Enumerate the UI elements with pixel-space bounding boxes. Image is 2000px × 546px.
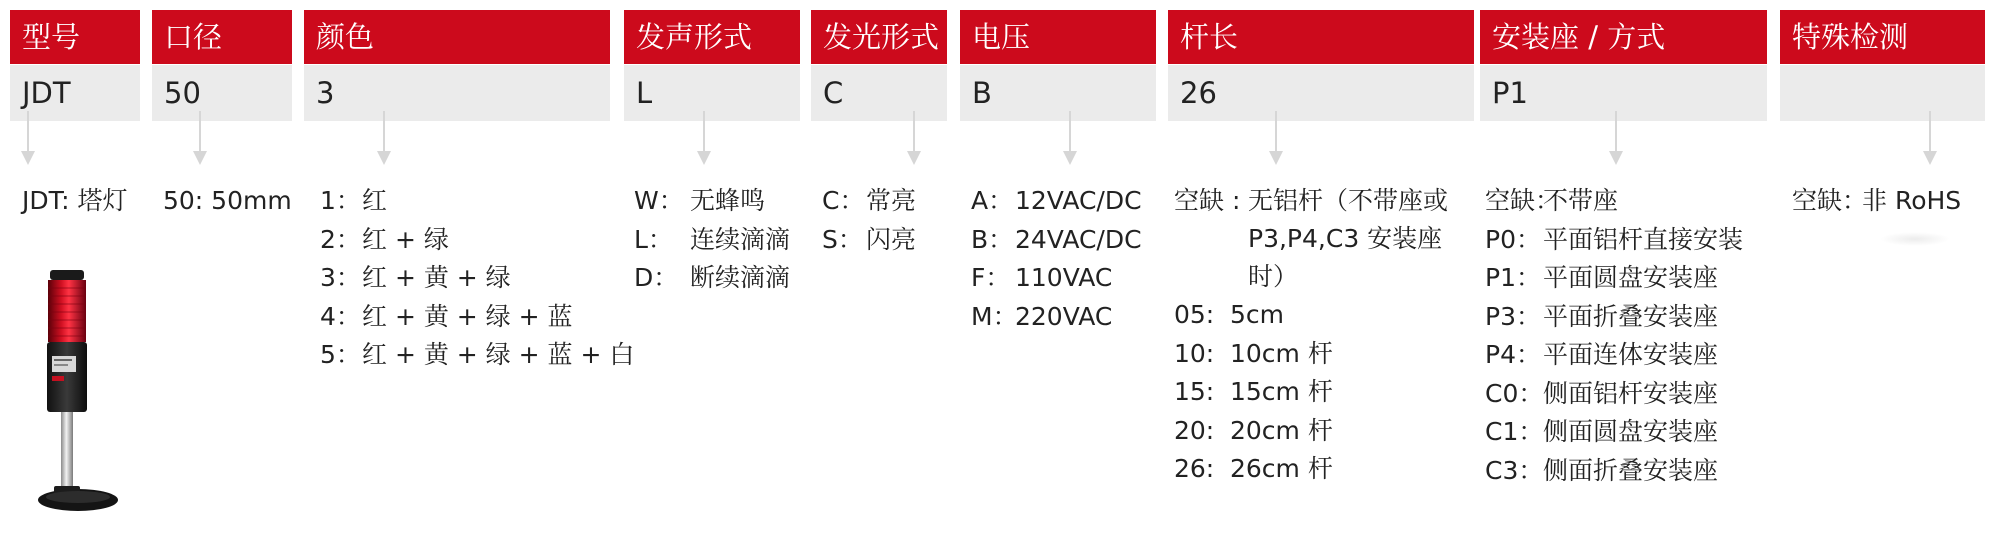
option-code: 空缺：	[1792, 186, 1868, 215]
option-code: C3：	[1485, 455, 1544, 485]
option-desc: 无蜂鸣	[690, 186, 766, 215]
option-desc: 常亮	[866, 186, 917, 215]
options-voltage	[971, 182, 1142, 336]
option-desc: 24VAC/DC	[1015, 224, 1142, 254]
option-code: 4：	[320, 301, 361, 331]
column-voltage	[960, 10, 1156, 121]
option-item	[971, 182, 1142, 221]
option-item	[1174, 296, 1448, 335]
option-item	[320, 221, 634, 260]
header-voltage: 电压	[960, 10, 1156, 64]
option-desc: 平面铝杆直接安装	[1543, 224, 1744, 254]
option-item	[22, 182, 128, 221]
column-model	[10, 10, 140, 121]
option-item	[634, 182, 790, 221]
option-item	[1174, 412, 1448, 451]
option-code: M：	[971, 301, 1018, 331]
option-item	[634, 259, 790, 298]
option-code: 5：	[320, 340, 361, 369]
value-sound: L	[624, 65, 800, 121]
option-item	[1485, 336, 1743, 375]
option-desc: 侧面折叠安装座	[1543, 455, 1719, 485]
option-item	[320, 298, 634, 337]
option-code: P4：	[1485, 340, 1541, 369]
option-item	[1485, 452, 1743, 491]
option-desc: 26cm 杆	[1230, 454, 1333, 483]
option-desc: 红 + 黄 + 绿	[362, 263, 511, 292]
option-desc: 15cm 杆	[1230, 377, 1333, 406]
option-desc: 无铝杆（不带座或 P3,P4,C3 安装座 时）	[1248, 186, 1449, 291]
value-voltage: B	[960, 65, 1156, 121]
option-item	[822, 182, 916, 221]
option-desc: 塔灯	[69, 186, 128, 215]
option-code: 空缺 :	[1174, 186, 1249, 215]
header-mount: 安装座 / 方式	[1480, 10, 1767, 64]
options-diameter	[163, 182, 292, 221]
option-code: JDT:	[22, 186, 70, 215]
option-code: 空缺：	[1485, 186, 1561, 215]
option-code: L：	[634, 224, 673, 254]
watermark-smudge	[1880, 232, 1950, 246]
option-desc: 平面圆盘安装座	[1543, 263, 1719, 292]
value-pole-length: 26	[1168, 65, 1474, 121]
column-light	[811, 10, 947, 121]
option-item	[163, 182, 292, 221]
option-item	[971, 221, 1142, 260]
column-color	[304, 10, 610, 121]
option-desc: 非 RoHS	[1862, 186, 1962, 215]
option-desc: 红 + 黄 + 绿 + 蓝 + 白	[362, 340, 635, 369]
option-code: 15:	[1174, 377, 1215, 406]
option-code: B：	[971, 224, 1014, 254]
option-code: 26:	[1174, 454, 1215, 483]
option-code: 1：	[320, 186, 361, 215]
option-item	[1485, 259, 1743, 298]
option-desc: 侧面铝杆安装座	[1543, 378, 1719, 408]
option-desc: 10cm 杆	[1230, 338, 1333, 368]
option-code: 10:	[1174, 338, 1215, 368]
down-arrow-icon	[694, 111, 714, 171]
option-item	[1174, 373, 1448, 412]
options-color	[320, 182, 634, 375]
column-pole-length	[1168, 10, 1474, 121]
option-item	[1792, 182, 1961, 221]
value-color: 3	[304, 65, 610, 121]
down-arrow-icon	[190, 111, 210, 171]
value-special-test	[1780, 65, 1985, 121]
option-code: S：	[822, 224, 863, 254]
header-color: 颜色	[304, 10, 610, 64]
column-mount	[1480, 10, 1767, 121]
option-desc: 不带座	[1543, 186, 1619, 215]
down-arrow-icon	[18, 111, 38, 171]
value-diameter: 50	[152, 65, 292, 121]
option-code: D：	[634, 263, 679, 292]
option-code: P3：	[1485, 301, 1541, 331]
option-code: F：	[971, 263, 1011, 292]
down-arrow-icon	[374, 111, 394, 171]
option-desc: 220VAC	[1015, 301, 1113, 331]
option-code: A：	[971, 186, 1014, 215]
column-special-test	[1780, 10, 1985, 121]
option-desc: 红 + 绿	[362, 224, 449, 254]
option-item	[1485, 298, 1743, 337]
option-code: P1：	[1485, 263, 1541, 292]
option-desc: 侧面圆盘安装座	[1543, 417, 1719, 446]
header-special-test: 特殊检测	[1780, 10, 1985, 64]
option-desc: 红 + 黄 + 绿 + 蓝	[362, 301, 573, 331]
option-code: 2：	[320, 224, 361, 254]
option-desc: 20cm 杆	[1230, 415, 1333, 445]
down-arrow-icon	[1060, 111, 1080, 171]
option-item	[1174, 335, 1448, 374]
option-code: P0：	[1485, 224, 1541, 254]
option-item	[971, 298, 1142, 337]
option-desc: 50mm	[203, 186, 292, 215]
option-desc: 断续滴滴	[690, 263, 791, 292]
header-pole-length: 杆长	[1168, 10, 1474, 64]
option-item	[320, 259, 634, 298]
options-sound	[634, 182, 790, 298]
value-light: C	[811, 65, 947, 121]
option-code: 50:	[163, 186, 204, 215]
column-diameter	[152, 10, 292, 121]
option-desc: 连续滴滴	[690, 224, 791, 254]
option-item	[971, 259, 1142, 298]
options-model	[22, 182, 128, 221]
down-arrow-icon	[1606, 111, 1626, 171]
option-item	[822, 221, 916, 260]
option-code: C：	[822, 186, 865, 215]
option-desc: 平面折叠安装座	[1543, 301, 1719, 331]
value-mount: P1	[1480, 65, 1767, 121]
tower-light-image	[34, 268, 122, 516]
value-model: JDT	[10, 65, 140, 121]
option-code: 20:	[1174, 415, 1215, 445]
down-arrow-icon	[904, 111, 924, 171]
option-desc: 110VAC	[1015, 263, 1113, 292]
option-item	[1485, 413, 1743, 452]
column-sound	[624, 10, 800, 121]
option-item	[1485, 221, 1743, 260]
option-code: C0：	[1485, 378, 1544, 408]
header-diameter: 口径	[152, 10, 292, 64]
option-item	[1485, 182, 1743, 221]
option-item	[1485, 375, 1743, 414]
option-desc: 红	[362, 186, 388, 215]
option-item	[1174, 450, 1448, 489]
option-desc: 闪亮	[866, 224, 917, 254]
options-special-test	[1792, 182, 1961, 221]
header-sound: 发声形式	[624, 10, 800, 64]
option-item	[1174, 182, 1448, 296]
option-item	[320, 336, 634, 375]
option-item	[320, 182, 634, 221]
down-arrow-icon	[1920, 111, 1940, 171]
header-model: 型号	[10, 10, 140, 64]
header-light: 发光形式	[811, 10, 947, 64]
down-arrow-icon	[1266, 111, 1286, 171]
option-item	[634, 221, 790, 260]
options-mount	[1485, 182, 1743, 490]
option-code: C1：	[1485, 417, 1544, 446]
option-desc: 平面连体安装座	[1543, 340, 1719, 369]
options-light	[822, 182, 916, 259]
option-desc: 12VAC/DC	[1015, 186, 1142, 215]
option-desc: 5cm	[1230, 300, 1285, 329]
option-code: 05:	[1174, 300, 1215, 329]
option-code: 3：	[320, 263, 361, 292]
option-code: W：	[634, 186, 684, 215]
options-pole-length	[1174, 182, 1448, 489]
